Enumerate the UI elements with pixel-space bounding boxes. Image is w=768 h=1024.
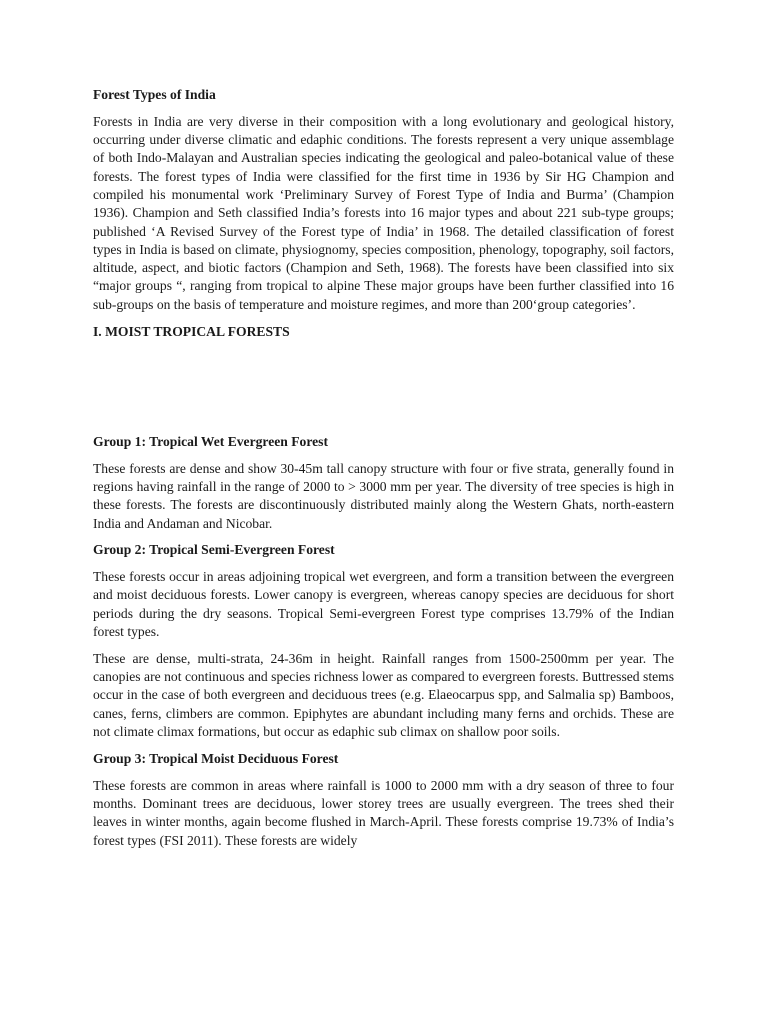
group-3-paragraph: These forests are common in areas where rainfall is 1000 to 2000 mm with a dry season of three to four months. Dominant trees are deciduous, lower storey trees are usually evergreen. The trees shed their leaves in winter months, again become flushed in March-April. These forests comprise 19.73% of India’s forest types (FSI 2011). These forests are widely [93,777,674,848]
blank-space [93,341,674,433]
document-title: Forest Types of India [93,87,216,102]
group-2-paragraph-1: These forests occur in areas adjoining tropical wet evergreen, and form a transition between the evergreen and moist deciduous forests. Lower canopy is evergreen, whereas canopy species are deciduous for short periods during the dry seasons. Tropical Semi-evergreen Forest type comprises 13.79% of the Indian forest types. [93,569,674,640]
section-heading: I. MOIST TROPICAL FORESTS [93,323,290,339]
group-2-heading: Group 2: Tropical Semi-Evergreen Forest [93,542,335,558]
group-1-paragraph: These forests are dense and show 30-45m tall canopy structure with four or five strata, generally found in regions having rainfall in the range of 2000 to > 3000 mm per year. The diversity of tree species is high in these forests. The forests are discontinuously distributed mainly along the Western Ghats, north-eastern India and Andaman and Nicobar. [93,460,674,531]
group-1-heading: Group 1: Tropical Wet Evergreen Forest [93,433,328,449]
document-page [93,86,674,858]
group-2-paragraph-2: These are dense, multi-strata, 24-36m in height. Rainfall ranges from 1500-2500mm per year. The canopies are not continuous and species richness lower as compared to evergreen forests. Buttressed stems occur in the case of both evergreen and deciduous trees (e.g. Elaeocarpus spp, and Salmalia sp) Bamboos, canes, ferns, climbers are common. Epiphytes are abundant including many ferns and orchids. These are not climate climax formations, but occur as edaphic sub climax on shallow poor soils. [93,650,674,740]
intro-paragraph: Forests in India are very diverse in their composition with a long evolutionary and geological history, occurring under diverse climatic and edaphic conditions. The forests represent a very unique assemblage of both Indo-Malayan and Australian species indicating the geological and paleo-botanical value of these forests. The forest types of India were classified for the first time in 1936 by Sir HG Champion and compiled his monumental work ‘Preliminary Survey of Forest Type of India and Burma’ (Champion 1936). Champion and Seth classified India’s forests into 16 major types and about 221 sub-type groups; published ‘A Revised Survey of the Forest type of India’ in 1968. The detailed classification of forest types in India is based on climate, physiognomy, species composition, phenology, topography, soil factors, altitude, aspect, and biotic factors (Champion and Seth, 1968). The forests have been classified into six “major groups “, ranging from tropical to alpine These major groups have been further classified into 16 sub-groups on the basis of temperature and moisture regimes, and more than 200‘group categories’. [93,113,674,312]
group-3-heading: Group 3: Tropical Moist Deciduous Forest [93,750,339,766]
